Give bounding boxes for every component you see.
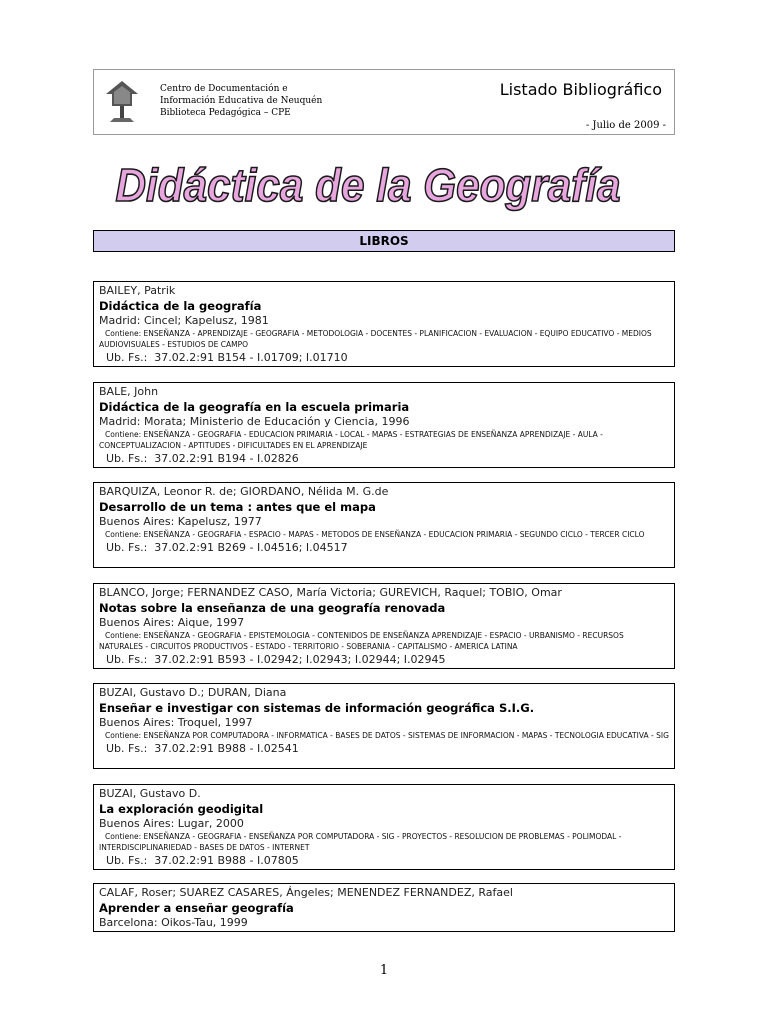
entry-content bbox=[99, 730, 670, 741]
contains-label: Contiene: bbox=[105, 329, 142, 338]
entry-author: BUZAI, Gustavo D. bbox=[99, 787, 201, 800]
entry-publication: Madrid: Morata; Ministerio de Educación y Ciencia, 1996 bbox=[99, 415, 410, 428]
contains-label: Contiene: bbox=[105, 430, 142, 439]
contains-label: Contiene: bbox=[105, 731, 142, 740]
location-value: 37.02.2:91 B194 - I.02826 bbox=[154, 452, 299, 465]
entry-author: CALAF, Roser; SUAREZ CASARES, Ángeles; MENENDEZ FERNANDEZ, Rafael bbox=[99, 886, 513, 899]
bibliography-entry bbox=[93, 482, 675, 568]
section-label: LIBROS bbox=[93, 230, 675, 252]
entry-location bbox=[99, 451, 670, 466]
org-line: Información Educativa de Neuquén bbox=[160, 96, 323, 106]
document-header bbox=[93, 69, 675, 135]
entry-location bbox=[99, 540, 670, 555]
main-title-text: Didáctica de la Geografía bbox=[115, 159, 621, 211]
bibliography-entry bbox=[93, 883, 675, 932]
bibliography-entry bbox=[93, 583, 675, 669]
entry-publication: Buenos Aires: Troquel, 1997 bbox=[99, 716, 253, 729]
entry-location bbox=[99, 853, 670, 868]
entry-author: BARQUIZA, Leonor R. de; GIORDANO, Nélida M. G.de bbox=[99, 485, 389, 498]
entry-keywords: ENSEÑANZA POR COMPUTADORA - INFORMATICA - BASES DE DATOS - SISTEMAS DE INFORMACION - MAPAS - TECNOLOGIA EDUCATIVA - SIG bbox=[143, 731, 669, 740]
entry-location bbox=[99, 741, 670, 756]
location-value: 37.02.2:91 B988 - I.07805 bbox=[154, 854, 299, 867]
entry-keywords: ENSEÑANZA - GEOGRAFIA - EDUCACION PRIMARIA - LOCAL - MAPAS - ESTRATEGIAS DE ENSEÑANZA APRENDIZAJE - AULA - CONCEPTUALIZACION - APTITUDES - DIFICULTADES EN EL APRENDIZAJE bbox=[99, 430, 603, 450]
bibliography-entry bbox=[93, 784, 675, 870]
org-line: Biblioteca Pedagógica – CPE bbox=[160, 108, 291, 118]
location-label: Ub. Fs.: bbox=[106, 854, 148, 867]
entry-content bbox=[99, 529, 670, 540]
contains-label: Contiene: bbox=[105, 530, 142, 539]
entry-publication: Buenos Aires: Kapelusz, 1977 bbox=[99, 515, 262, 528]
location-value: 37.02.2:91 B988 - I.02541 bbox=[154, 742, 299, 755]
page-number: 1 bbox=[379, 963, 389, 978]
entry-publication: Madrid: Cincel; Kapelusz, 1981 bbox=[99, 314, 269, 327]
entry-author: BLANCO, Jorge; FERNANDEZ CASO, María Victoria; GUREVICH, Raquel; TOBIO, Omar bbox=[99, 586, 562, 599]
entry-keywords: ENSEÑANZA - GEOGRAFIA - EPISTEMOLOGIA - CONTENIDOS DE ENSEÑANZA APRENDIZAJE - ESPACIO - URBANISMO - RECURSOS NATURALES - CIRCUITOS PRODUCTIVOS - ESTADO - TERRITORIO - SOBERANIA - CAPITALISMO - AMERICA LATINA bbox=[99, 631, 624, 651]
entry-content bbox=[99, 429, 670, 451]
entry-keywords: ENSEÑANZA - GEOGRAFIA - ESPACIO - MAPAS - METODOS DE ENSEÑANZA - EDUCACION PRIMARIA - SEGUNDO CICLO - TERCER CICLO bbox=[143, 530, 645, 539]
location-value: 37.02.2:91 B154 - I.01709; I.01710 bbox=[154, 351, 348, 364]
entry-publication: Buenos Aires: Lugar, 2000 bbox=[99, 817, 244, 830]
contains-label: Contiene: bbox=[105, 832, 142, 841]
entry-author: BUZAI, Gustavo D.; DURAN, Diana bbox=[99, 686, 287, 699]
entry-author: BALE, John bbox=[99, 385, 159, 398]
organization-name bbox=[160, 83, 322, 119]
main-title bbox=[0, 149, 740, 219]
entry-content bbox=[99, 328, 670, 350]
location-label: Ub. Fs.: bbox=[106, 742, 148, 755]
entry-title: Enseñar e investigar con sistemas de información geográfica S.I.G. bbox=[99, 701, 535, 715]
list-date: - Julio de 2009 - bbox=[585, 120, 666, 131]
entry-title: Desarrollo de un tema : antes que el mapa bbox=[99, 500, 376, 514]
entry-title: Notas sobre la enseñanza de una geografía renovada bbox=[99, 601, 446, 615]
list-title: Listado Bibliográfico bbox=[499, 80, 662, 99]
entry-publication: Buenos Aires: Aique, 1997 bbox=[99, 616, 245, 629]
entry-location bbox=[99, 350, 670, 365]
entry-title: Didáctica de la geografía bbox=[99, 299, 262, 313]
library-logo-icon bbox=[104, 78, 140, 124]
location-label: Ub. Fs.: bbox=[106, 351, 148, 364]
entry-title: Didáctica de la geografía en la escuela primaria bbox=[99, 400, 410, 414]
location-label: Ub. Fs.: bbox=[106, 541, 148, 554]
entry-content bbox=[99, 831, 670, 853]
location-label: Ub. Fs.: bbox=[106, 452, 148, 465]
entry-content bbox=[99, 630, 670, 652]
contains-label: Contiene: bbox=[105, 631, 142, 640]
entry-keywords: ENSEÑANZA - GEOGRAFIA - ENSEÑANZA POR COMPUTADORA - SIG - PROYECTOS - RESOLUCION DE PROBLEMAS - POLIMODAL - INTERDISCIPLINARIEDAD - BASES DE DATOS - INTERNET bbox=[99, 832, 622, 852]
entry-location bbox=[99, 652, 670, 667]
entry-keywords: ENSEÑANZA - APRENDIZAJE - GEOGRAFIA - METODOLOGIA - DOCENTES - PLANIFICACION - EVALUACION - EQUIPO EDUCATIVO - MEDIOS AUDIOVISUALES - ESTUDIOS DE CAMPO bbox=[99, 329, 652, 349]
location-value: 37.02.2:91 B593 - I.02942; I.02943; I.02944; I.02945 bbox=[154, 653, 446, 666]
bibliography-entry bbox=[93, 382, 675, 468]
entry-title: La exploración geodigital bbox=[99, 802, 264, 816]
location-value: 37.02.2:91 B269 - I.04516; I.04517 bbox=[154, 541, 348, 554]
entry-publication: Barcelona: Oikos-Tau, 1999 bbox=[99, 916, 248, 929]
bibliography-entry bbox=[93, 281, 675, 367]
entry-title: Aprender a enseñar geografía bbox=[99, 901, 294, 915]
entry-author: BAILEY, Patrik bbox=[99, 284, 176, 297]
location-label: Ub. Fs.: bbox=[106, 653, 148, 666]
org-line: Centro de Documentación e bbox=[160, 84, 288, 94]
bibliography-entry bbox=[93, 683, 675, 769]
